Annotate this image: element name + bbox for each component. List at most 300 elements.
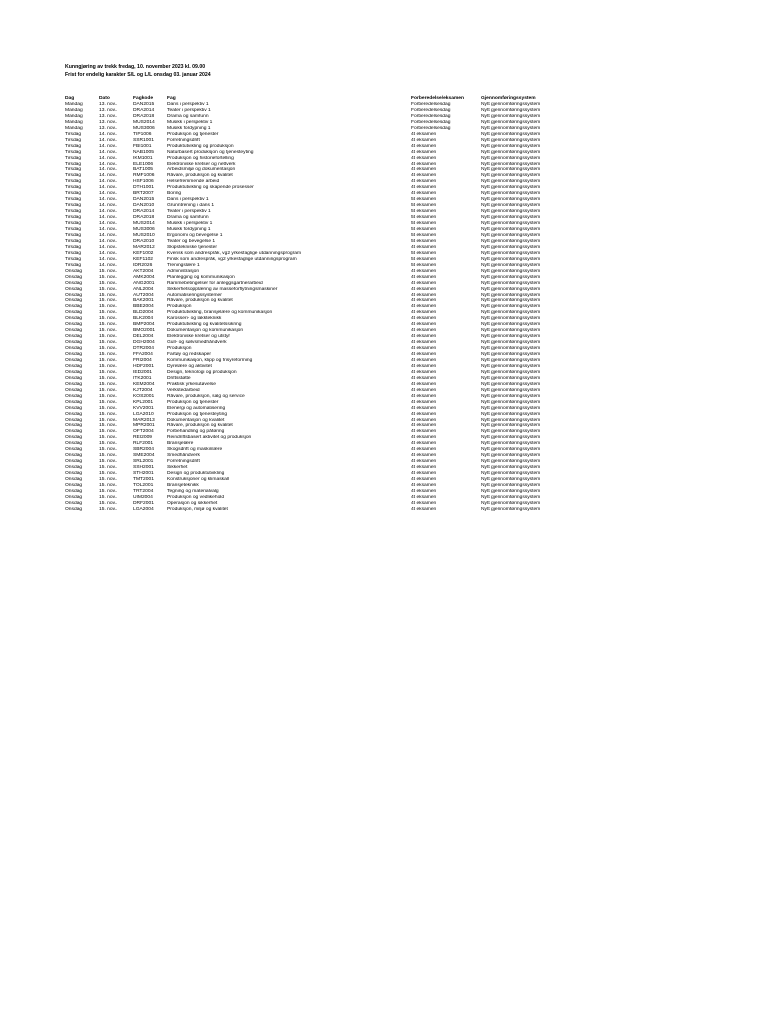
subject-code-cell: TIP1006 xyxy=(133,131,152,137)
system-cell: Nytt gjennomføringssystem xyxy=(481,310,541,316)
subject-code-cell: RMF1006 xyxy=(133,173,155,179)
exam-type-cell: 4t eksamen xyxy=(411,363,437,369)
subject-cell: Dans i perspektiv 1 xyxy=(167,197,209,203)
day-cell: Tirsdag xyxy=(65,191,82,197)
subject-code-cell: LGA2004 xyxy=(133,506,154,512)
subject-cell: Smedhåndverk xyxy=(167,453,200,459)
day-cell: Onsdag xyxy=(65,346,83,352)
day-cell: Tirsdag xyxy=(65,221,82,227)
day-cell: Tirsdag xyxy=(65,197,82,203)
day-cell: Tirsdag xyxy=(65,167,82,173)
exam-type-cell: 4t eksamen xyxy=(411,280,437,286)
exam-type-cell: Forberedelsesdag xyxy=(411,102,451,107)
system-cell: Nytt gjennomføringssystem xyxy=(481,465,541,471)
day-cell: Onsdag xyxy=(65,280,83,286)
day-cell: Onsdag xyxy=(65,411,83,417)
exam-type-cell: 4t eksamen xyxy=(411,453,437,459)
day-cell: Onsdag xyxy=(65,399,83,405)
day-cell: Tirsdag xyxy=(65,137,82,143)
subject-code-cell: DGH2004 xyxy=(133,340,155,346)
date-cell: 15. nov.. xyxy=(99,494,118,500)
system-cell: Nytt gjennomføringssystem xyxy=(481,203,541,209)
exam-type-cell: 4t eksamen xyxy=(411,173,437,179)
column-header-forberedelse: Forberedelse/eksamen xyxy=(411,96,465,101)
system-cell: Nytt gjennomføringssystem xyxy=(481,363,541,369)
subject-cell: Drama og samfunn xyxy=(167,215,209,221)
day-cell: Onsdag xyxy=(65,363,83,369)
exam-type-cell: 4t eksamen xyxy=(411,399,437,405)
day-cell: Tirsdag xyxy=(65,131,82,137)
subject-cell: Produksjon og tjenesteyting xyxy=(167,411,228,417)
system-cell: Nytt gjennomføringssystem xyxy=(481,167,541,173)
subject-code-cell: DAN2010 xyxy=(133,203,155,209)
system-cell: Nytt gjennomføringssystem xyxy=(481,113,541,119)
date-cell: 14. nov.. xyxy=(99,256,118,262)
subject-cell: Kommunikasjon, klipp og frisyreforming xyxy=(167,357,253,363)
subject-code-cell: MUS3006 xyxy=(133,125,155,131)
subject-code-cell: SRL2001 xyxy=(133,459,154,465)
exam-type-cell: 4t eksamen xyxy=(411,310,437,316)
system-cell: Nytt gjennomføringssystem xyxy=(481,483,541,488)
day-cell: Onsdag xyxy=(65,488,83,494)
system-cell: Nytt gjennomføringssystem xyxy=(481,352,541,358)
day-cell: Tirsdag xyxy=(65,143,82,149)
exam-type-cell: 4t eksamen xyxy=(411,298,437,304)
date-cell: 15. nov.. xyxy=(99,417,118,423)
deadline-heading: Frist for endelig karakter S/L og L/L onsdag 03. januar 2024 xyxy=(65,72,211,78)
date-cell: 15. nov.. xyxy=(99,322,118,328)
subject-code-cell: DRA2010 xyxy=(133,238,155,244)
system-cell: Nytt gjennomføringssystem xyxy=(481,375,541,381)
subject-code-cell: RLF2001 xyxy=(133,441,154,447)
day-cell: Onsdag xyxy=(65,375,83,381)
day-cell: Onsdag xyxy=(65,357,83,363)
exam-type-cell: 5t eksamen xyxy=(411,250,437,256)
table-header-row xyxy=(65,95,561,102)
exam-type-cell: 4t eksamen xyxy=(411,304,437,310)
date-cell: 15. nov.. xyxy=(99,369,118,375)
date-cell: 14. nov.. xyxy=(99,179,118,185)
subject-cell: Planlegging og kommunikasjon xyxy=(167,274,235,280)
day-cell: Onsdag xyxy=(65,453,83,459)
subject-cell: Forretningsdrift xyxy=(167,459,200,465)
exam-type-cell: Forberedelsesdag xyxy=(411,107,451,113)
subject-code-cell: LGA2010 xyxy=(133,411,154,417)
subject-code-cell: MUS2014 xyxy=(133,119,155,125)
date-cell: 15. nov.. xyxy=(99,477,118,483)
system-cell: Nytt gjennomføringssystem xyxy=(481,107,541,113)
subject-code-cell: BMO2001 xyxy=(133,328,156,334)
date-cell: 14. nov.. xyxy=(99,262,118,268)
subject-cell: Dokumentasjon og kommunikasjon xyxy=(167,328,244,334)
day-cell: Onsdag xyxy=(65,334,83,340)
system-cell: Nytt gjennomføringssystem xyxy=(481,185,541,191)
exam-type-cell: 4t eksamen xyxy=(411,417,437,423)
exam-type-cell: 4t eksamen xyxy=(411,131,437,137)
day-cell: Onsdag xyxy=(65,441,83,447)
system-cell: Nytt gjennomføringssystem xyxy=(481,274,541,280)
subject-cell: Produksjon, miljø og kvalitet xyxy=(167,506,228,512)
exam-type-cell: 4t eksamen xyxy=(411,179,437,185)
subject-code-cell: DAN2015 xyxy=(133,102,155,107)
day-cell: Onsdag xyxy=(65,316,83,322)
day-cell: Tirsdag xyxy=(65,238,82,244)
day-cell: Tirsdag xyxy=(65,250,82,256)
subject-code-cell: HSF1006 xyxy=(133,179,154,185)
subject-cell: Teater i perspektiv 1 xyxy=(167,107,211,113)
day-cell: Mandag xyxy=(65,107,83,113)
subject-code-cell: DTH1001 xyxy=(133,185,154,191)
subject-code-cell: IDR2026 xyxy=(133,262,153,268)
subject-cell: Råvare, produksjon og kvalitet xyxy=(167,298,233,304)
day-cell: Tirsdag xyxy=(65,209,82,215)
date-cell: 14. nov.. xyxy=(99,227,118,233)
system-cell: Nytt gjennomføringssystem xyxy=(481,417,541,423)
system-cell: Nytt gjennomføringssystem xyxy=(481,262,541,268)
subject-code-cell: MUS2014 xyxy=(133,221,155,227)
subject-code-cell: ANL2004 xyxy=(133,286,154,292)
subject-cell: Bransjelære xyxy=(167,441,194,447)
subject-code-cell: REI2009 xyxy=(133,435,153,441)
exam-schedule-table xyxy=(65,95,561,513)
system-cell: Nytt gjennomføringssystem xyxy=(481,471,541,477)
subject-cell: Råvare, produksjon, salg og service xyxy=(167,393,245,399)
date-cell: 15. nov.. xyxy=(99,447,118,453)
day-cell: Onsdag xyxy=(65,369,83,375)
subject-code-cell: AKT2004 xyxy=(133,268,154,274)
day-cell: Tirsdag xyxy=(65,185,82,191)
subject-code-cell: KEF1002 xyxy=(133,250,154,256)
date-cell: 15. nov.. xyxy=(99,381,118,387)
date-cell: 15. nov.. xyxy=(99,405,118,411)
column-header-gjennomforingssystem: Gjennomføringssystem xyxy=(481,96,536,101)
system-cell: Nytt gjennomføringssystem xyxy=(481,244,541,250)
system-cell: Nytt gjennomføringssystem xyxy=(481,369,541,375)
exam-type-cell: 4t eksamen xyxy=(411,322,437,328)
system-cell: Nytt gjennomføringssystem xyxy=(481,256,541,262)
date-cell: 14. nov.. xyxy=(99,155,118,161)
date-cell: 15. nov.. xyxy=(99,352,118,358)
subject-cell: Produktutvikling, bransjelære og kommunikasjon xyxy=(167,310,273,316)
subject-code-cell: MAR2012 xyxy=(133,244,155,250)
date-cell: 14. nov.. xyxy=(99,167,118,173)
date-cell: 15. nov.. xyxy=(99,375,118,381)
subject-cell: Elektroniske kretser og nettverk xyxy=(167,161,236,167)
subject-code-cell: DTR2004 xyxy=(133,346,154,352)
system-cell: Nytt gjennomføringssystem xyxy=(481,506,541,512)
day-cell: Tirsdag xyxy=(65,149,82,155)
subject-cell: Produksjon xyxy=(167,304,192,310)
subject-cell: Produksjon og tjenester xyxy=(167,131,219,137)
exam-type-cell: 4t eksamen xyxy=(411,357,437,363)
subject-cell: Bransjeteknikk xyxy=(167,483,199,488)
subject-cell: Operasjon og sikkerhet xyxy=(167,500,218,506)
date-cell: 13. nov.. xyxy=(99,119,118,125)
day-cell: Onsdag xyxy=(65,393,83,399)
exam-type-cell: 4t eksamen xyxy=(411,494,437,500)
subject-code-cell: BLD2004 xyxy=(133,310,154,316)
date-cell: 14. nov.. xyxy=(99,149,118,155)
system-cell: Nytt gjennomføringssystem xyxy=(481,411,541,417)
date-cell: 14. nov.. xyxy=(99,143,118,149)
system-cell: Nytt gjennomføringssystem xyxy=(481,155,541,161)
date-cell: 14. nov.. xyxy=(99,131,118,137)
exam-type-cell: 4t eksamen xyxy=(411,286,437,292)
system-cell: Nytt gjennomføringssystem xyxy=(481,250,541,256)
system-cell: Nytt gjennomføringssystem xyxy=(481,322,541,328)
exam-type-cell: 4t eksamen xyxy=(411,328,437,334)
subject-cell: Reindriftsbasert aktivitet og produksjon xyxy=(167,435,252,441)
subject-cell: Driftsstøtte xyxy=(167,375,191,381)
system-cell: Nytt gjennomføringssystem xyxy=(481,435,541,441)
subject-cell: Skogsdrift og maskinlære xyxy=(167,447,223,453)
day-cell: Onsdag xyxy=(65,506,83,512)
subject-cell: Produksjon og tjenester xyxy=(167,399,219,405)
subject-code-cell: SSH2001 xyxy=(133,465,154,471)
subject-code-cell: MUS2010 xyxy=(133,232,155,238)
subject-cell: Produksjon xyxy=(167,346,192,352)
table-body xyxy=(65,102,561,513)
day-cell: Onsdag xyxy=(65,477,83,483)
date-cell: 15. nov.. xyxy=(99,399,118,405)
date-cell: 15. nov.. xyxy=(99,393,118,399)
system-cell: Nytt gjennomføringssystem xyxy=(481,137,541,143)
subject-code-cell: BAK2001 xyxy=(133,298,154,304)
subject-cell: Forbehandling og påføring xyxy=(167,429,225,435)
day-cell: Onsdag xyxy=(65,494,83,500)
document-page xyxy=(65,63,625,513)
system-cell: Nytt gjennomføringssystem xyxy=(481,131,541,137)
exam-type-cell: 5t eksamen xyxy=(411,215,437,221)
date-cell: 14. nov.. xyxy=(99,173,118,179)
day-cell: Onsdag xyxy=(65,328,83,334)
exam-type-cell: 4t eksamen xyxy=(411,143,437,149)
subject-code-cell: SBR2004 xyxy=(133,447,154,453)
subject-code-cell: IED2001 xyxy=(133,369,153,375)
date-cell: 14. nov.. xyxy=(99,215,118,221)
date-cell: 15. nov.. xyxy=(99,453,118,459)
system-cell: Nytt gjennomføringssystem xyxy=(481,238,541,244)
subject-cell: Sikkerhetsopplæring av masseforflytningsmaskiner xyxy=(167,286,278,292)
exam-type-cell: 4t eksamen xyxy=(411,161,437,167)
subject-code-cell: TMT2001 xyxy=(133,477,154,483)
exam-type-cell: 4t eksamen xyxy=(411,405,437,411)
subject-cell: Boring xyxy=(167,191,182,197)
system-cell: Nytt gjennomføringssystem xyxy=(481,393,541,399)
exam-type-cell: Forberedelsesdag xyxy=(411,119,451,125)
exam-type-cell: 4t eksamen xyxy=(411,465,437,471)
date-cell: 13. nov.. xyxy=(99,125,118,131)
day-cell: Tirsdag xyxy=(65,155,82,161)
day-cell: Onsdag xyxy=(65,483,83,488)
day-cell: Onsdag xyxy=(65,471,83,477)
date-cell: 15. nov.. xyxy=(99,346,118,352)
system-cell: Nytt gjennomføringssystem xyxy=(481,280,541,286)
system-cell: Nytt gjennomføringssystem xyxy=(481,221,541,227)
date-cell: 15. nov.. xyxy=(99,328,118,334)
day-cell: Onsdag xyxy=(65,423,83,429)
exam-type-cell: 4t eksamen xyxy=(411,274,437,280)
subject-cell: Produksjon og vedlikehold xyxy=(167,494,225,500)
system-cell: Nytt gjennomføringssystem xyxy=(481,340,541,346)
subject-cell: Gull- og sølvsmedhåndverk xyxy=(167,340,227,346)
exam-type-cell: 4t eksamen xyxy=(411,340,437,346)
subject-cell: Praktisk yrkesutøvelse xyxy=(167,381,216,387)
subject-code-cell: KVV2001 xyxy=(133,405,154,411)
system-cell: Nytt gjennomføringssystem xyxy=(481,209,541,215)
column-header-fagkode: Fagkode xyxy=(133,96,154,101)
system-cell: Nytt gjennomføringssystem xyxy=(481,102,541,107)
day-cell: Onsdag xyxy=(65,381,83,387)
date-cell: 15. nov.. xyxy=(99,292,118,298)
date-cell: 14. nov.. xyxy=(99,232,118,238)
subject-cell: Ergonomi og bevegelse 1 xyxy=(167,232,223,238)
subject-code-cell: BBE2004 xyxy=(133,304,154,310)
exam-type-cell: 4t eksamen xyxy=(411,149,437,155)
subject-cell: Administrasjon xyxy=(167,268,200,274)
column-header-dag: Dag xyxy=(65,96,75,101)
day-cell: Onsdag xyxy=(65,310,83,316)
subject-code-cell: OFT2004 xyxy=(133,429,154,435)
column-header-fag: Fag xyxy=(167,96,176,101)
exam-type-cell: 4t eksamen xyxy=(411,429,437,435)
table-row xyxy=(65,507,561,513)
day-cell: Onsdag xyxy=(65,417,83,423)
subject-code-cell: KPL2001 xyxy=(133,399,154,405)
subject-code-cell: FBI1001 xyxy=(133,143,152,149)
subject-cell: Design og produktutvikling xyxy=(167,471,225,477)
day-cell: Tirsdag xyxy=(65,173,82,179)
exam-type-cell: 4t eksamen xyxy=(411,268,437,274)
date-cell: 14. nov.. xyxy=(99,250,118,256)
day-cell: Onsdag xyxy=(65,286,83,292)
subject-code-cell: STH2001 xyxy=(133,471,154,477)
day-cell: Tirsdag xyxy=(65,179,82,185)
exam-type-cell: 4t eksamen xyxy=(411,352,437,358)
exam-type-cell: 4t eksamen xyxy=(411,316,437,322)
subject-cell: Grunntrening i dans 1 xyxy=(167,203,215,209)
day-cell: Tirsdag xyxy=(65,203,82,209)
announcement-heading: Kunngjøring av trekk fredag, 10. november 2023 kl. 09.00 xyxy=(65,64,206,70)
subject-cell: Dokumentasjon og kvalitet xyxy=(167,417,225,423)
date-cell: 15. nov.. xyxy=(99,465,118,471)
exam-type-cell: 4t eksamen xyxy=(411,334,437,340)
day-cell: Onsdag xyxy=(65,387,83,393)
system-cell: Nytt gjennomføringssystem xyxy=(481,423,541,429)
subject-cell: Produktutvikling og kvalitetssikring xyxy=(167,322,242,328)
exam-type-cell: 4t eksamen xyxy=(411,167,437,173)
day-cell: Onsdag xyxy=(65,298,83,304)
subject-cell: Musikk i perspektiv 1 xyxy=(167,221,213,227)
column-header-dato: Dato xyxy=(99,96,110,101)
date-cell: 15. nov.. xyxy=(99,298,118,304)
subject-code-cell: UIM2004 xyxy=(133,494,153,500)
day-cell: Tirsdag xyxy=(65,244,82,250)
exam-type-cell: 4t eksamen xyxy=(411,387,437,393)
subject-cell: Naturbasert produksjon og tjenesteyting xyxy=(167,149,254,155)
day-cell: Tirsdag xyxy=(65,262,82,268)
system-cell: Nytt gjennomføringssystem xyxy=(481,215,541,221)
day-cell: Onsdag xyxy=(65,322,83,328)
exam-type-cell: 4t eksamen xyxy=(411,375,437,381)
subject-code-cell: FRI2004 xyxy=(133,357,152,363)
date-cell: 15. nov.. xyxy=(99,286,118,292)
date-cell: 15. nov.. xyxy=(99,429,118,435)
subject-code-cell: IKM1001 xyxy=(133,155,153,161)
date-cell: 14. nov.. xyxy=(99,244,118,250)
subject-code-cell: TOL2001 xyxy=(133,483,154,488)
subject-code-cell: ELE1006 xyxy=(133,161,154,167)
subject-cell: Teater og bevegelse 1 xyxy=(167,238,216,244)
subject-code-cell: AMK2004 xyxy=(133,274,155,280)
subject-cell: Verkstedarbeid xyxy=(167,387,200,393)
date-cell: 14. nov.. xyxy=(99,185,118,191)
day-cell: Onsdag xyxy=(65,352,83,358)
day-cell: Tirsdag xyxy=(65,256,82,262)
subject-code-cell: MUS3006 xyxy=(133,227,155,233)
subject-cell: Helsefremmende arbeid xyxy=(167,179,220,185)
subject-code-cell: TRT2004 xyxy=(133,488,154,494)
exam-type-cell: 4t eksamen xyxy=(411,244,437,250)
exam-type-cell: 5t eksamen xyxy=(411,238,437,244)
subject-cell: Arbeidsmiljø og dokumentasjon xyxy=(167,167,236,173)
system-cell: Nytt gjennomføringssystem xyxy=(481,399,541,405)
date-cell: 15. nov.. xyxy=(99,340,118,346)
subject-cell: Forretningsdrift xyxy=(167,137,200,143)
subject-cell: Design, teknologi og produksjon xyxy=(167,369,237,375)
date-cell: 14. nov.. xyxy=(99,137,118,143)
exam-type-cell: 4t eksamen xyxy=(411,459,437,465)
subject-cell: Produktutvikling og produksjon xyxy=(167,143,234,149)
exam-type-cell: 4t eksamen xyxy=(411,381,437,387)
exam-type-cell: 4t eksamen xyxy=(411,393,437,399)
subject-cell: Fartøy og redskaper xyxy=(167,352,212,358)
exam-type-cell: 5t eksamen xyxy=(411,227,437,233)
subject-code-cell: KEM2004 xyxy=(133,381,155,387)
exam-type-cell: 4t eksamen xyxy=(411,447,437,453)
day-cell: Onsdag xyxy=(65,459,83,465)
subject-cell: Drama og samfunn xyxy=(167,113,209,119)
date-cell: 15. nov.. xyxy=(99,471,118,477)
system-cell: Nytt gjennomføringssystem xyxy=(481,227,541,233)
system-cell: Nytt gjennomføringssystem xyxy=(481,328,541,334)
date-cell: 15. nov.. xyxy=(99,280,118,286)
day-cell: Tirsdag xyxy=(65,161,82,167)
date-cell: 14. nov.. xyxy=(99,197,118,203)
day-cell: Tirsdag xyxy=(65,232,82,238)
day-cell: Onsdag xyxy=(65,268,83,274)
subject-code-cell: KEF1102 xyxy=(133,256,154,262)
exam-type-cell: 4t eksamen xyxy=(411,441,437,447)
subject-cell: Tegning og materialvalg xyxy=(167,488,219,494)
subject-cell: Råvare, produksjon og kvalitet xyxy=(167,173,233,179)
subject-code-cell: NAB1005 xyxy=(133,149,154,155)
date-cell: 15. nov.. xyxy=(99,483,118,488)
subject-cell: Karosseri- og lakkteknikk xyxy=(167,316,222,322)
system-cell: Nytt gjennomføringssystem xyxy=(481,316,541,322)
exam-type-cell: 4t eksamen xyxy=(411,500,437,506)
date-cell: 14. nov.. xyxy=(99,161,118,167)
date-cell: 14. nov.. xyxy=(99,238,118,244)
subject-cell: Dans i perspektiv 1 xyxy=(167,102,209,107)
system-cell: Nytt gjennomføringssystem xyxy=(481,298,541,304)
date-cell: 15. nov.. xyxy=(99,423,118,429)
exam-type-cell: 4t eksamen xyxy=(411,292,437,298)
day-cell: Onsdag xyxy=(65,292,83,298)
day-cell: Tirsdag xyxy=(65,215,82,221)
subject-code-cell: DAN2015 xyxy=(133,197,155,203)
day-cell: Onsdag xyxy=(65,304,83,310)
